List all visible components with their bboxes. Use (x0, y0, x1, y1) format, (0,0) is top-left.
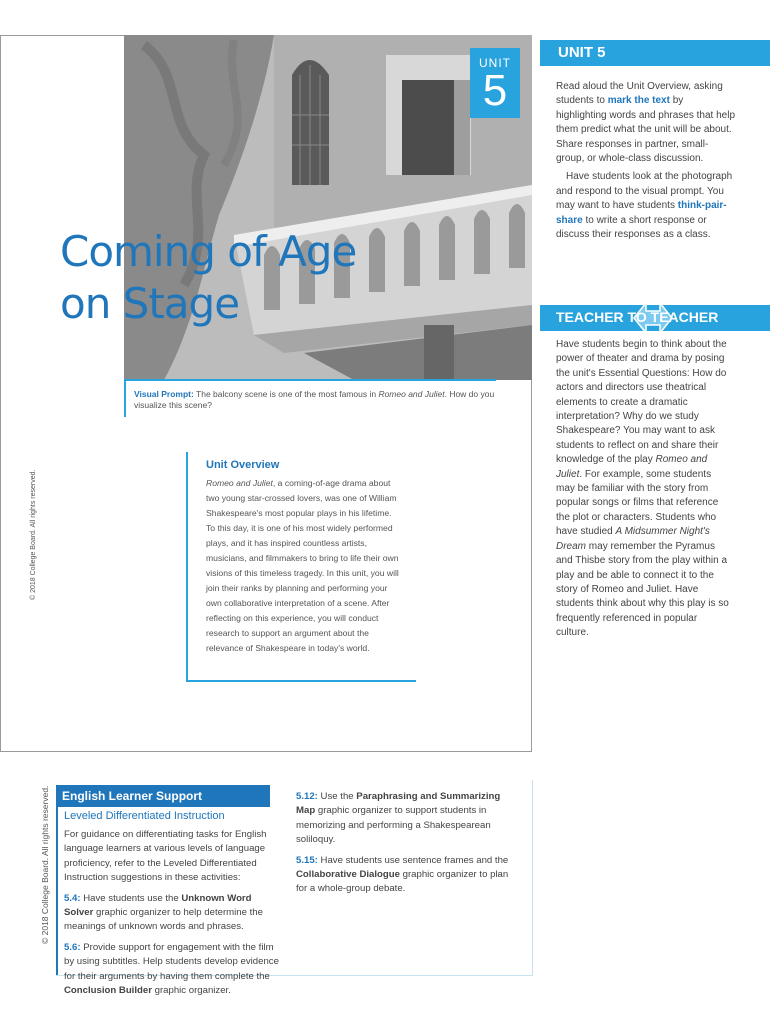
els-item-text: graphic organizer to help determine the meanings of unknown words and phrases. (64, 907, 263, 933)
els-item-label: 5.4: (64, 892, 81, 904)
unit-badge (470, 48, 520, 118)
unit-sidebar-body (556, 80, 736, 246)
unit-sidebar-paragraph-2 (556, 170, 736, 242)
els-item-text: graphic organizer. (154, 985, 231, 997)
els-item-5-4 (64, 892, 280, 935)
unit-sidebar-text: Read aloud the Unit Overview, asking students to (556, 81, 723, 107)
strategy-mark-the-text: mark the text (607, 95, 670, 107)
els-item-text: graphic organizer to support students in memorizing and performing a Shakespearean soliloquy. (296, 805, 491, 846)
els-rule (56, 785, 58, 975)
visual-prompt-text: The balcony scene is one of the most famous in (196, 389, 377, 399)
els-intro: For guidance on differentiating tasks for English language learners at various levels of language proficiency, refer to the Leveled Differentiated Instruction suggestions in these activities: (64, 829, 267, 884)
els-column-1 (64, 828, 280, 1004)
t2t-text: Have students begin to think about the power of theater and drama by posing the unit's Essential Questions: How do actors and directors use theatrical elements to create a dramatic interpretation? Why do we study Shakespeare? You may want to ask students to reflect on and share their knowledge of the play (556, 339, 727, 466)
teacher-to-teacher-title: TEACHER TO TEACHER (556, 309, 719, 325)
teacher-to-teacher-body (556, 338, 732, 641)
t2t-text: . For example, some students may be familiar with the story from popular songs or films that reference the plot or characters. Students who have studied (556, 468, 719, 538)
unit-overview-text: , a coming-of-age drama about two young star-crossed lovers, was one of William Shakespeare's most popular plays in his lifetime. To this day, it is one of his most widely performed plays, and it has inspired countless artists, musicians, and filmmakers to bring to life their own visions of this timeless tragedy. In this unit, you will join their ranks by planning and performing your own collaborative interpretation of a scene. After reflecting on this experience, you will conduct research to support an argument about the relevance of Shakespeare in today's world. (206, 478, 399, 653)
unit-sidebar-header (540, 40, 770, 66)
els-organizer-name: Paraphrasing and Summarizing Map (296, 791, 501, 817)
els-item-text: Have students use the (83, 892, 179, 904)
els-item-label: 5.15: (296, 854, 318, 866)
els-organizer-name: Conclusion Builder (64, 985, 152, 997)
visual-prompt-label: Visual Prompt: (134, 389, 194, 399)
els-organizer-name: Unknown Word Solver (64, 892, 252, 919)
visual-prompt-title: Romeo and Juliet (378, 389, 445, 399)
t2t-text: may remember the Pyramus and Thisbe story from the play within a play and be able to connect it to the story of Romeo and Juliet. Have students think about why this play is so frequently referenced in popular culture. (556, 540, 729, 639)
unit-sidebar-title: UNIT 5 (558, 44, 606, 61)
unit-sidebar-text: to write a short response or discuss their responses as a class. (556, 214, 711, 241)
title-line-2: on Stage (60, 279, 240, 328)
unit-sidebar-text: by highlighting words and phrases that help them predict what the unit will be about. Share responses in partner, small-group, or whole-class discussion. (556, 95, 736, 165)
els-item-5-6 (64, 941, 280, 999)
els-item-5-12 (296, 790, 520, 848)
els-subheader: Leveled Differentiated Instruction (64, 810, 225, 822)
unit-sidebar-text: Have students look at the photograph and respond to the visual prompt. You may want to have students (556, 171, 733, 212)
visual-prompt (124, 381, 506, 417)
els-item-text: Provide support for engagement with the film by using subtitles. Help students develop evidence for their arguments by having them complete the (64, 941, 279, 982)
page-title (60, 226, 360, 330)
els-organizer-name: Collaborative Dialogue (296, 869, 400, 881)
unit-overview-heading: Unit Overview (206, 459, 280, 471)
t2t-play-title: Romeo and Juliet (556, 454, 708, 480)
unit-badge-label: UNIT (479, 56, 511, 70)
footer-copyright: © 2018 College Board. All rights reserved. (40, 785, 50, 944)
unit-badge-number: 5 (482, 66, 508, 115)
els-item-text: graphic organizer to plan for a whole-group debate. (296, 869, 509, 895)
els-title: English Learner Support (62, 789, 203, 803)
els-item-5-15 (296, 854, 520, 897)
els-item-text: Have students use sentence frames and the (320, 854, 509, 866)
t2t-play-title: A Midsummer Night's Dream (556, 526, 710, 552)
unit-overview-play-title: Romeo and Juliet (206, 478, 273, 488)
els-item-label: 5.12: (296, 791, 318, 802)
els-item-text: Use the (320, 791, 354, 802)
strategy-think-pair-share: think-pair-share (556, 200, 727, 226)
page-copyright: © 2018 College Board. All rights reserved. (30, 469, 37, 600)
els-column-2 (296, 790, 520, 903)
unit-sidebar-paragraph-1 (556, 80, 736, 166)
title-line-1: Coming of Age (60, 227, 357, 276)
unit-overview-rule (186, 680, 416, 682)
visual-prompt-question: . How do you visualize this scene? (134, 389, 495, 410)
els-item-label: 5.6: (64, 941, 81, 953)
els-header (56, 785, 270, 807)
unit-overview-body (206, 476, 402, 656)
